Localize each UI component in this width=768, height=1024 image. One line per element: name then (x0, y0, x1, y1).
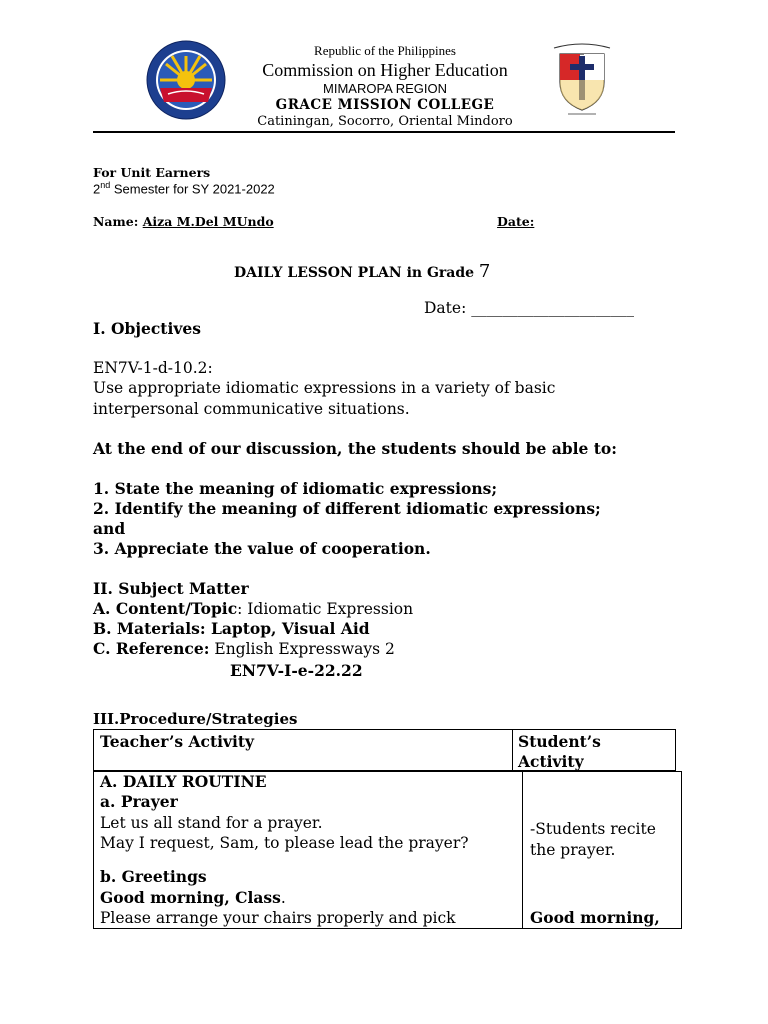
student-greeting: Good morning, (530, 908, 660, 927)
body-column-divider (522, 772, 523, 928)
date-label: Date: (424, 299, 472, 317)
content-value: : Idiomatic Expression (237, 600, 414, 618)
semester-number: 2 (93, 181, 101, 197)
objectives-intro: At the end of our discussion, the students should be able to: (93, 439, 617, 458)
title-grade: 7 (478, 261, 491, 282)
date-blank: _____________________ (471, 299, 634, 317)
date-label-top: Date: (497, 214, 535, 229)
content-topic-line (93, 599, 413, 618)
student-prayer-line-1: -Students recite (530, 820, 656, 838)
lesson-plan-title (234, 261, 490, 282)
procedure-table-header (93, 729, 676, 771)
objective-item-3: 3. Appreciate the value of cooperation. (93, 539, 431, 558)
reference-line (93, 639, 395, 658)
date-line (424, 299, 634, 317)
procedure-heading: III.Procedure/Strategies (93, 710, 298, 728)
name-value: Aiza M.Del MUndo (142, 214, 274, 229)
student-prayer-line-2: the prayer. (530, 841, 616, 859)
greetings-heading: b. Greetings (100, 867, 207, 886)
prayer-heading: a. Prayer (100, 792, 178, 811)
col-student-activity-1: Student’s (518, 732, 601, 751)
semester-text: Semester for SY 2021-2022 (110, 181, 275, 197)
col-teacher-activity: Teacher’s Activity (100, 732, 255, 751)
greetings-line-1 (100, 888, 286, 908)
objective-item-1: 1. State the meaning of idiomatic expressions; (93, 479, 498, 498)
objective-item-2: 2. Identify the meaning of different idiomatic expressions; (93, 499, 601, 518)
grace-mission-college-logo (546, 38, 618, 116)
header-region: MIMAROPA REGION (323, 81, 447, 96)
greetings-line-1-end: . (280, 889, 286, 907)
content-label: A. Content/Topic (93, 599, 238, 618)
daily-routine-heading: A. DAILY ROUTINE (100, 772, 267, 791)
name-line (93, 214, 534, 229)
prayer-line-2: May I request, Sam, to please lead the prayer? (100, 834, 469, 852)
reference-value: English Expressways 2 (209, 640, 395, 658)
greetings-line-1-text: Good morning, Class (100, 888, 281, 907)
greetings-line-2: Please arrange your chairs properly and pick (100, 909, 456, 927)
title-main: DAILY LESSON PLAN in Grade (234, 265, 479, 281)
header-college: GRACE MISSION COLLEGE (275, 97, 495, 113)
reference-code: EN7V-I-e-22.22 (230, 661, 363, 680)
prayer-line-1: Let us all stand for a prayer. (100, 814, 323, 832)
procedure-table-body (93, 771, 682, 929)
objectives-heading: I. Objectives (93, 319, 201, 338)
semester-line (93, 180, 275, 196)
objective-code: EN7V-1-d-10.2: (93, 359, 213, 377)
objective-line-1: Use appropriate idiomatic expressions in a variety of basic (93, 379, 556, 397)
objective-item-2-cont: and (93, 519, 126, 538)
semester-suffix: nd (100, 180, 111, 190)
header-divider (93, 131, 675, 133)
name-label: Name: (93, 214, 139, 229)
subject-heading: II. Subject Matter (93, 579, 249, 598)
header-address: Catiningan, Socorro, Oriental Mindoro (257, 114, 513, 129)
materials-line: B. Materials: Laptop, Visual Aid (93, 619, 370, 638)
objective-line-2: interpersonal communicative situations. (93, 400, 410, 418)
header-republic: Republic of the Philippines (314, 43, 456, 58)
col-student-activity-2: Activity (518, 752, 584, 771)
reference-label: C. Reference: (93, 639, 210, 658)
header-commission: Commission on Higher Education (262, 60, 508, 80)
unit-earners-label: For Unit Earners (93, 165, 211, 180)
header-column-divider (512, 730, 513, 770)
